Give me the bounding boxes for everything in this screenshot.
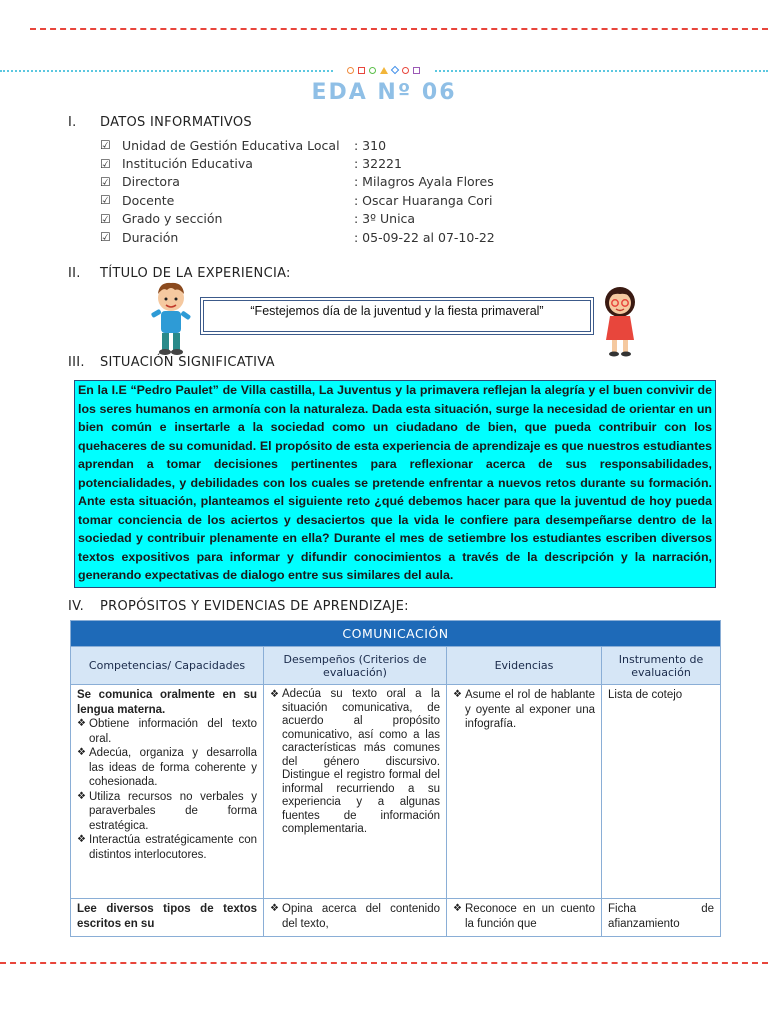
table-area-header: COMUNICACIÓN <box>71 621 721 647</box>
square-icon <box>413 67 420 74</box>
page-title: EDA Nº 06 <box>311 80 457 105</box>
competencia-title: Se comunica oralmente en su lengua materna. <box>77 689 257 716</box>
col-header-desempenos: Desempeños (Criterios de evaluación) <box>264 647 447 685</box>
section-number: III. <box>68 355 85 370</box>
section-title: PROPÓSITOS Y EVIDENCIAS DE APRENDIZAJE: <box>100 599 409 614</box>
col-header-evidencias: Evidencias <box>447 647 602 685</box>
competencias-cell <box>71 899 264 937</box>
bullet-icon: ❖ <box>453 903 462 914</box>
info-row <box>100 136 495 154</box>
list-item <box>77 746 257 790</box>
table-row <box>71 899 721 937</box>
situation-box <box>74 380 716 588</box>
circle-icon <box>347 67 354 74</box>
info-value: : Milagros Ayala Flores <box>354 174 494 190</box>
capacidad-text: Adecúa, organiza y desarrolla las ideas de forma coherente y cohesionada. <box>89 747 257 788</box>
bullet-icon: ❖ <box>77 747 86 758</box>
capacidad-text: Interactúa estratégicamente con distintos interlocutores. <box>89 834 257 861</box>
desempeno-text: Adecúa su texto oral a la situación comunicativa, de acuerdo al propósito comunicativo, así como a las características más comunes del género discursivo. Distingue el registro formal del informal recurriendo a su experiencia y a algunas fuentes de información complementaria. <box>282 688 440 835</box>
section-heading-datos <box>68 115 252 130</box>
list-item <box>453 902 595 931</box>
info-label: Grado y sección <box>122 211 223 227</box>
info-value: : 310 <box>354 137 387 153</box>
experience-title: “Festejemos día de la juventud y la fiesta primaveral” <box>203 300 591 332</box>
circle-icon <box>402 67 409 74</box>
section-title: TÍTULO DE LA EXPERIENCIA: <box>100 266 291 281</box>
list-item <box>77 833 257 862</box>
checkbox-icon: ☑ <box>100 174 111 189</box>
info-row <box>100 191 495 209</box>
table-row <box>71 685 721 899</box>
triangle-icon <box>380 67 388 74</box>
info-label: Directora <box>122 174 180 190</box>
evidencia-text: Asume el rol de hablante y oyente al exponer una infografía. <box>465 689 595 730</box>
competencia-title: Lee diversos tipos de textos escritos en su <box>77 903 257 930</box>
bullet-icon: ❖ <box>270 689 279 700</box>
info-row <box>100 210 495 228</box>
info-row <box>100 228 495 246</box>
list-item <box>77 790 257 834</box>
section-heading-titulo <box>68 266 291 281</box>
checkbox-icon: ☑ <box>100 193 111 208</box>
competencies-table <box>70 620 721 937</box>
col-header-competencias: Competencias/ Capacidades <box>71 647 264 685</box>
decorative-shapes <box>333 63 433 77</box>
bottom-dashed-border <box>0 962 768 964</box>
info-list <box>100 136 495 246</box>
section-number: II. <box>68 266 81 281</box>
desempeno-cell <box>264 899 447 937</box>
info-value: : 32221 <box>354 156 402 172</box>
list-item <box>270 902 440 931</box>
info-label: Docente <box>122 192 175 208</box>
capacidad-text: Obtiene información del texto oral. <box>89 718 257 745</box>
info-label: Duración <box>122 229 179 245</box>
section-heading-propositos <box>68 599 409 614</box>
info-value: : 3º Unica <box>354 211 416 227</box>
square-icon <box>358 67 365 74</box>
situation-text: En la I.E “Pedro Paulet” de Villa castilla, La Juventus y la primavera reflejan la alegría y el buen convivir de los seres humanos en armonía con la naturaleza. Dada esta situación, surge la necesidad de orientar en un bien común e insertarle a la sociedad como un ciudadano de bien, que pueda contribuir con los quehaceres de su comunidad. El propósito de esta experiencia de aprendizaje es que nuestros estudiantes aprendan a tomar decisiones pertinentes para reflexionar acerca de sus responsabilidades, potencialidades, y debilidades con los cuales se pretende enfrentar a nuevos retos durante su formación. Ante esta situación, planteamos el siguiente reto ¿qué debemos hacer para que la juventud de hoy pueda tomar conciencia de los aciertos y desaciertos que la vida le confiere para desempeñarse dentro de la sociedad y contribuir plenamente en ella? Durante el mes de setiembre los estudiantes escriben diversos textos expositivos para informar y difundir conocimientos a través de la descripción y la narración, generando expectativas de dialogo entre sus similares del aula. <box>78 383 712 582</box>
checkbox-icon: ☑ <box>100 138 111 153</box>
checkbox-icon: ☑ <box>100 211 111 226</box>
capacidad-text: Utiliza recursos no verbales y paraverbales de forma estratégica. <box>89 790 257 832</box>
checkbox-icon: ☑ <box>100 230 111 245</box>
instrumento-cell: Ficha de afianzamiento <box>602 899 721 937</box>
info-value: : 05-09-22 al 07-10-22 <box>354 229 495 245</box>
bullet-icon: ❖ <box>270 903 279 914</box>
evidencia-cell <box>447 685 602 899</box>
evidencia-text: Reconoce en un cuento la función que <box>465 903 595 930</box>
bullet-icon: ❖ <box>453 689 462 700</box>
diamond-icon <box>390 66 398 74</box>
instrumento-cell: Lista de cotejo <box>602 685 721 899</box>
col-header-instrumento: Instrumento de evaluación <box>602 647 721 685</box>
competencias-cell <box>71 685 264 899</box>
girl-illustration <box>596 282 644 360</box>
boy-illustration <box>145 280 197 358</box>
section-number: I. <box>68 115 77 130</box>
section-title: SITUACIÓN SIGNIFICATIVA <box>100 355 275 370</box>
list-item <box>453 688 595 732</box>
section-heading-situacion <box>68 355 275 370</box>
section-number: IV. <box>68 599 85 614</box>
info-row <box>100 154 495 172</box>
info-label: Institución Educativa <box>122 156 253 172</box>
experience-title-box <box>200 297 594 335</box>
list-item <box>77 717 257 746</box>
list-item <box>270 688 440 837</box>
bullet-icon: ❖ <box>77 718 86 729</box>
bullet-icon: ❖ <box>77 834 86 845</box>
top-dashed-border <box>30 28 768 30</box>
evidencia-cell <box>447 899 602 937</box>
section-title: DATOS INFORMATIVOS <box>100 115 252 130</box>
info-row <box>100 173 495 191</box>
info-value: : Oscar Huaranga Cori <box>354 192 493 208</box>
desempeno-cell <box>264 685 447 899</box>
bullet-icon: ❖ <box>77 790 86 802</box>
checkbox-icon: ☑ <box>100 156 111 171</box>
circle-icon <box>369 67 376 74</box>
desempeno-text: Opina acerca del contenido del texto, <box>282 903 440 930</box>
info-label: Unidad de Gestión Educativa Local <box>122 137 340 153</box>
